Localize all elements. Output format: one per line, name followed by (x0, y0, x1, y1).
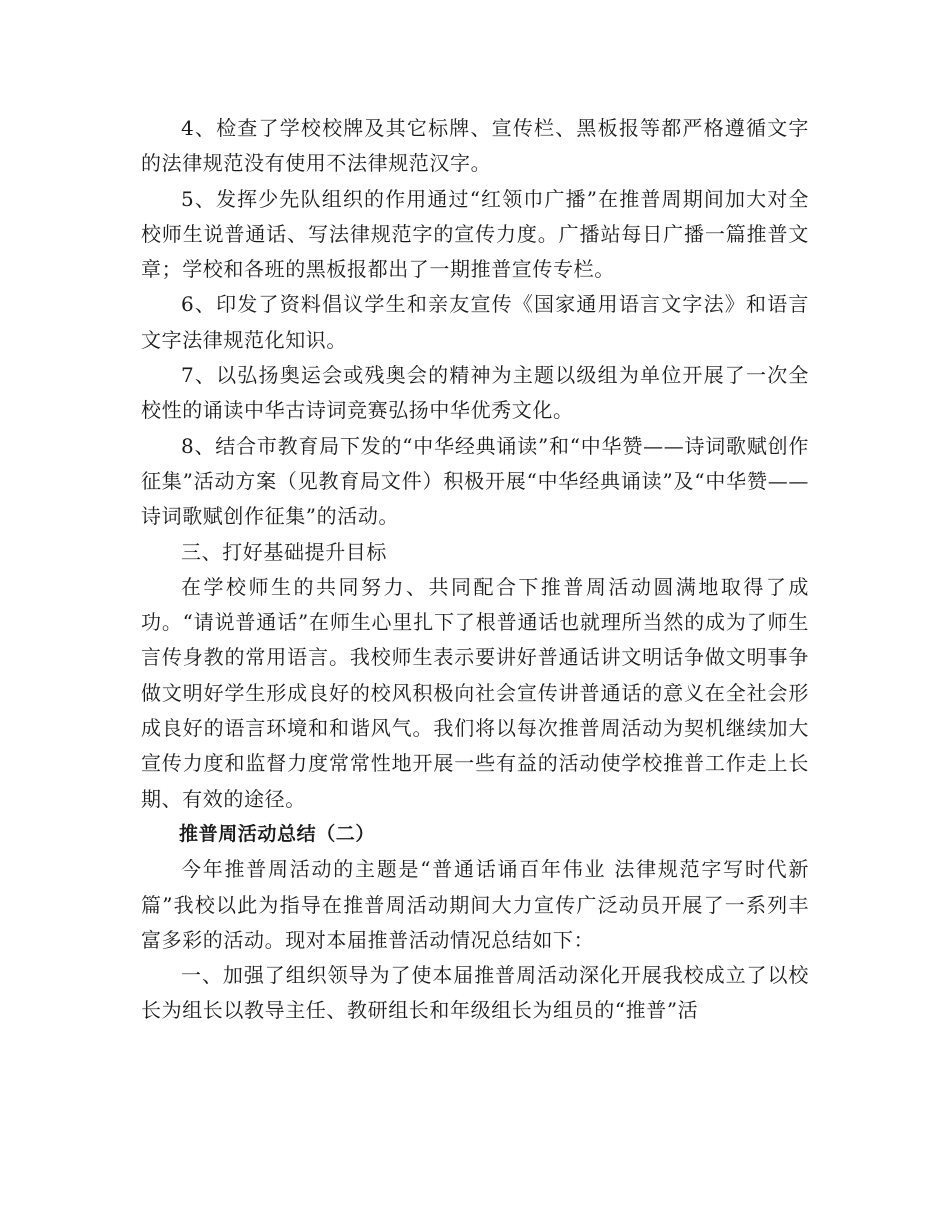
paragraph-intro: 今年推普周活动的主题是“普通话诵百年伟业 法律规范字写时代新篇”我校以此为指导在推普周活动期间大力宣传广泛动员开展了一系列丰富多彩的活动。现对本届推普活动情况总结如下： (141, 857, 809, 952)
paragraph-item-6: 6、印发了资料倡议学生和亲友宣传《国家通用语言文字法》和语言文字法律规范化知识。 (141, 292, 809, 352)
section-title: 推普周活动总结（二） (179, 822, 376, 845)
paragraph-section-1: 一、加强了组织领导为了使本届推普周活动深化开展我校成立了以校长为组长以教导主任、教研组长和年级组长为组员的“推普”活 (141, 963, 809, 1023)
paragraph-item-5: 5、发挥少先队组织的作用通过“红领巾广播”在推普周期间加大对全校师生说普通话、写法律规范字的宣传力度。广播站每日广播一篇推普文章；学校和各班的黑板报都出了一期推普宣传专栏。 (141, 186, 809, 282)
paragraph-item-8: 8、结合市教育局下发的“中华经典诵读”和“中华赞——诗词歌赋创作征集”活动方案（见教育局文件）积极开展“中华经典诵读”及“中华赞——诗词歌赋创作征集”的活动。 (141, 433, 809, 529)
document-body (141, 111, 809, 1029)
paragraph-item-4: 4、检查了学校校牌及其它标牌、宣传栏、黑板报等都严格遵循文字的法律规范没有使用不法律规范汉字。 (141, 116, 809, 176)
section-heading-3: 三、打好基础提升目标 (181, 539, 387, 564)
paragraph-item-7: 7、以弘扬奥运会或残奥会的精神为主题以级组为单位开展了一次全校性的诵读中华古诗词竞赛弘扬中华优秀文化。 (141, 363, 809, 423)
paragraph-conclusion: 在学校师生的共同努力、共同配合下推普周活动圆满地取得了成功。“请说普通话”在师生心里扎下了根普通话也就理所当然的成为了师生言传身教的常用语言。我校师生表示要讲好普通话讲文明话争做文明事争做文明好学生形成良好的校风积极向社会宣传讲普通话的意义在全社会形成良好的语言环境和和谐风气。我们将以每次推普周活动为契机继续加大宣传力度和监督力度常常性地开展一些有益的活动使学校推普工作走上长期、有效的途径。 (141, 574, 809, 811)
